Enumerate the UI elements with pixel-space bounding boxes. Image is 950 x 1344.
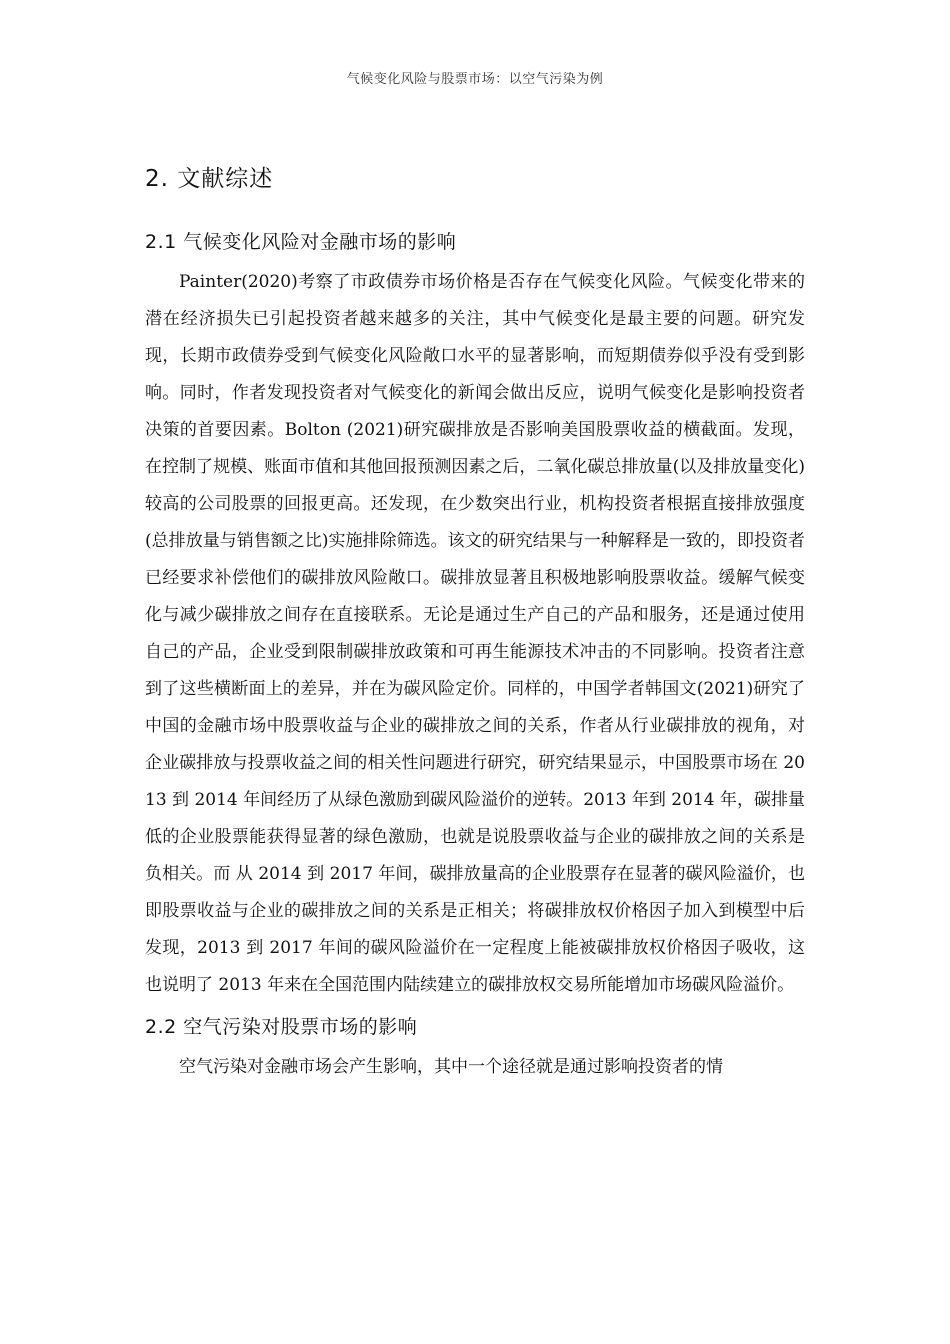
section-2-1-paragraph: Painter(2020)考察了市政债券市场价格是否存在气候变化风险。气候变化带来的潜在经济损失已引起投资者越来越多的关注，其中气候变化是最主要的问题。研究发现，长期市政债券受到气候变化风险敞口水平的显著影响，而短期债券似乎没有受到影响。同时，作者发现投资者对气候变化的新闻会做出反应，说明气候变化是影响投资者决策的首要因素。Bolton (2021)研究碳排放是否影响美国股票收益的横截面。发现，在控制了规模、账面市值和其他回报预测因素之后，二氧化碳总排放量(以及排放量变化)较高的公司股票的回报更高。还发现，在少数突出行业，机构投资者根据直接排放强度(总排放量与销售额之比)实施排除筛选。该文的研究结果与一种解释是一致的，即投资者已经要求补偿他们的碳排放风险敞口。碳排放显著且积极地影响股票收益。缓解气候变化与减少碳排放之间存在直接联系。无论是通过生产自己的产品和服务，还是通过使用自己的产品，企业受到限制碳排放政策和可再生能源技术冲击的不同影响。投资者注意到了这些横断面上的差异，并在为碳风险定价。同样的，中国学者韩国文(2021)研究了中国的金融市场中股票收益与企业的碳排放之间的关系，作者从行业碳排放的视角，对企业碳排放与投票收益之间的相关性问题进行研究，研究结果显示，中国股票市场在 2013 到 2014 年间经历了从绿色激励到碳风险溢价的逆转。2013 年到 2014 年，碳排量低的企业股票能获得显著的绿色激励，也就是说股票收益与企业的碳排放之间的关系是负相关。而 从 2014 到 2017 年间，碳排放量高的企业股票存在显著的碳风险溢价，也即股票收益与企业的碳排放之间的关系是正相关；将碳排放权价格因子加入到模型中后发现，2013 到 2017 年间的碳风险溢价在一定程度上能被碳排放权价格因子吸收，这也说明了 2013 年来在全国范围内陆续建立的碳排放权交易所能增加市场碳风险溢价。	[145, 272, 805, 995]
page-content	[145, 160, 805, 1094]
section-heading-2-1: 2.1 气候变化风险对金融市场的影响	[145, 231, 457, 253]
chapter-heading: 2. 文献综述	[145, 166, 274, 192]
running-header: 气候变化风险与股票市场：以空气污染为例	[346, 72, 604, 87]
section-2-2-paragraph: 空气污染对金融市场会产生影响，其中一个途径就是通过影响投资者的情	[179, 1057, 723, 1077]
section-heading-2-2: 2.2 空气污染对股票市场的影响	[145, 1016, 418, 1038]
